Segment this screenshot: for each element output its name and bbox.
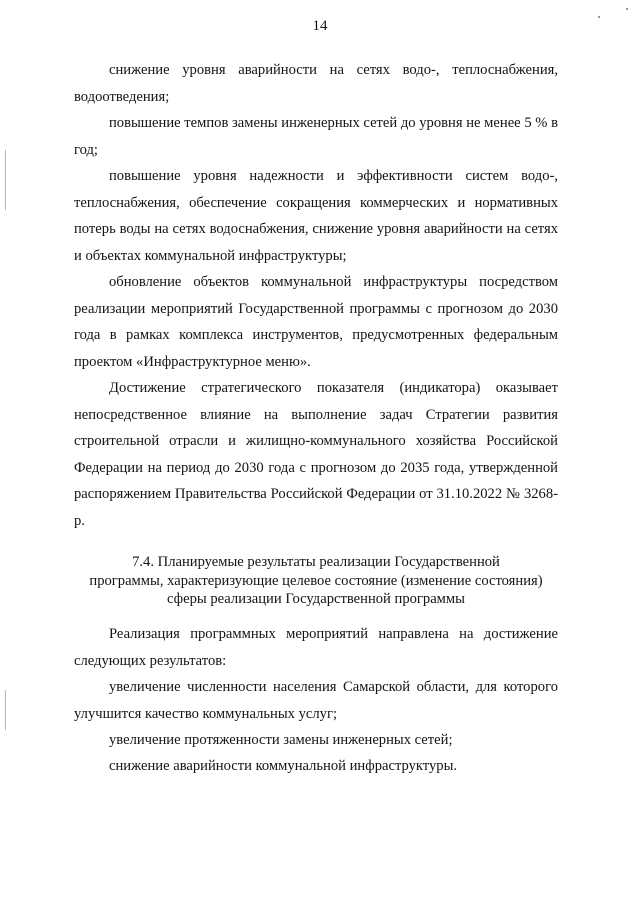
scan-edge-mark-lower [5, 690, 6, 730]
section-heading-line-1: 7.4. Планируемые результаты реализации Государственной [132, 554, 500, 570]
paragraph-strategic-indicator: Достижение стратегического показателя (индикатора) оказывает непосредственное влияние на выполнение задач Стратегии развития строительной отрасли и жилищно-коммунального хозяйства Российской Федерации на период до 2030 года с прогнозом до 2035 года, утвержденной распоряжением Правительства Российской Федерации от 31.10.2022 № 3268-р. [74, 380, 558, 529]
paragraph-reduce-accident-rate: снижение уровня аварийности на сетях водо-, теплоснабжения, водоотведения; [74, 62, 558, 105]
section-heading-line-2: программы, характеризующие целевое состояние (изменение состояния) [89, 572, 543, 589]
section-heading-line-3: сферы реализации Государственной программы [167, 591, 465, 607]
list-item-population-increase: увеличение численности населения Самарской области, для которого улучшится качество коммунальных услуг; [74, 679, 558, 722]
list-item-network-replacement-length: увеличение протяженности замены инженерных сетей; [109, 732, 453, 748]
scan-edge-mark-upper [5, 150, 6, 210]
paragraph-network-replacement-pace: повышение темпов замены инженерных сетей до уровня не менее 5 % в год; [74, 115, 558, 158]
page-number: 14 [312, 18, 328, 34]
paragraph-infrastructure-renewal: обновление объектов коммунальной инфраструктуры посредством реализации мероприятий Государственной программы с прогнозом до 2030 года в рамках комплекса инструментов, предусмотренных федеральным проектом «Инфраструктурное меню». [74, 274, 558, 370]
section-heading-7-4 [74, 553, 558, 609]
paragraph-system-reliability: повышение уровня надежности и эффективности систем водо-, теплоснабжения, обеспечение сокращения коммерческих и нормативных потерь воды на сетях водоснабжения, снижение уровня аварийности на сетях и объектах коммунальной инфраструктуры; [74, 168, 558, 264]
list-item-accident-reduction: снижение аварийности коммунальной инфраструктуры. [109, 758, 458, 774]
paragraph-program-results-intro: Реализация программных мероприятий направлена на достижение следующих результатов: [74, 626, 558, 669]
scan-speck [626, 8, 628, 10]
scan-speck [598, 16, 600, 18]
